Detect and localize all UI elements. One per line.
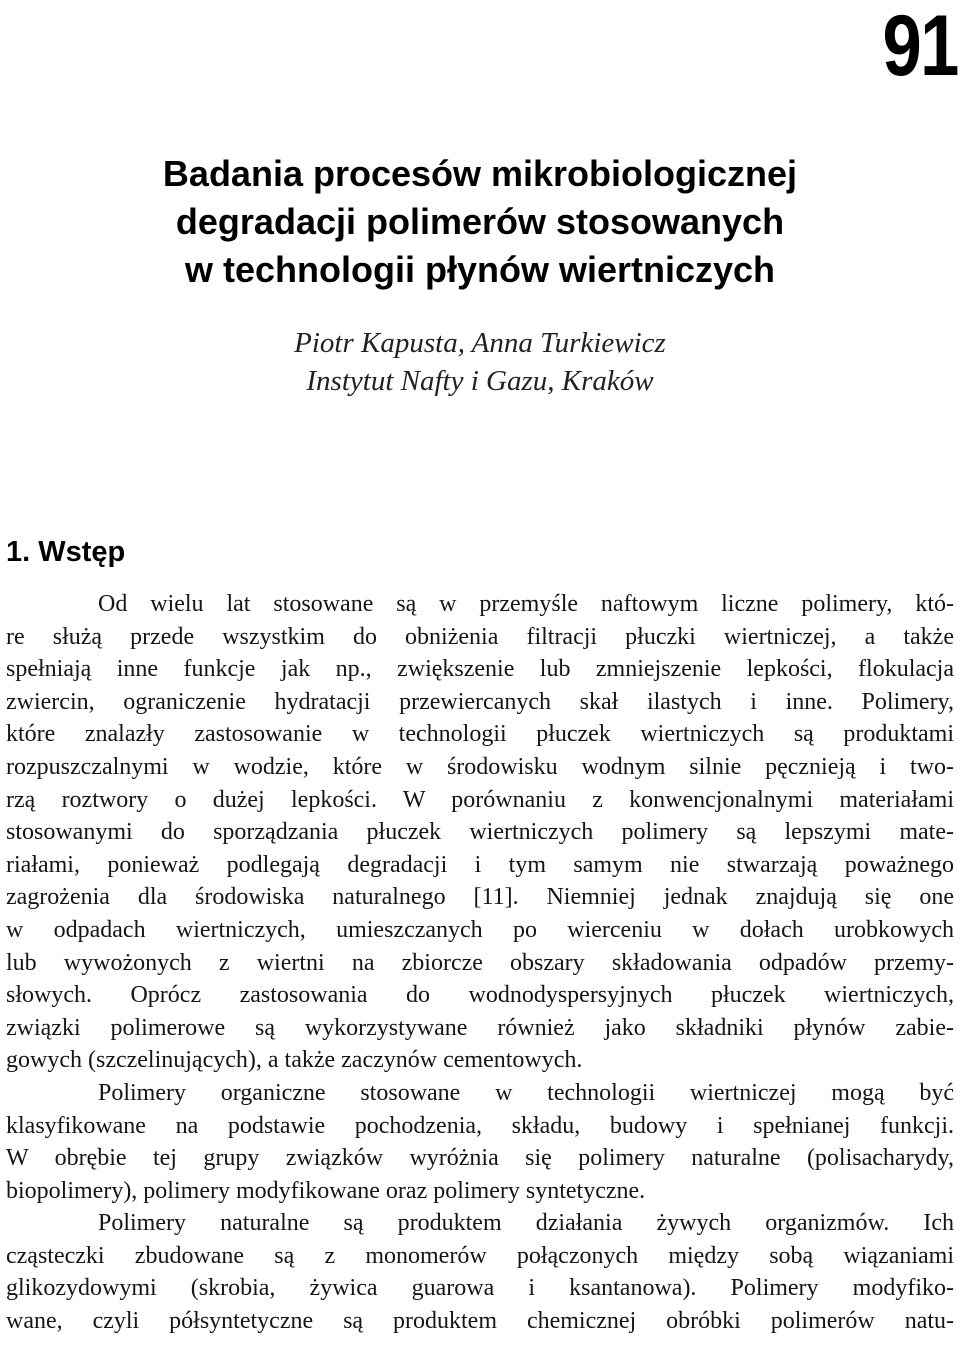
article-title (0, 150, 960, 294)
text-line: które znalazły zastosowanie w technologii płuczek wiertniczych są produktami (6, 721, 954, 748)
text-line: związki polimerowe są wykorzystywane również jako składniki płynów zabie- (6, 1014, 954, 1041)
text-line: W obrębie tej grupy związków wyróżnia się polimery naturalne (polisacharydy, (6, 1145, 954, 1172)
body-text (6, 588, 954, 1338)
authors: Piotr Kapusta, Anna Turkiewicz (294, 327, 666, 359)
text-line: Polimery naturalne są produktem działania żywych organizmów. Ich (98, 1210, 954, 1237)
text-line: Polimery organiczne stosowane w technologii wiertniczej mogą być (98, 1079, 954, 1106)
text-line: biopolimery), polimery modyfikowane oraz polimery syntetyczne. (6, 1177, 646, 1204)
author-block (0, 324, 960, 400)
text-line: riałami, ponieważ podlegają degradacji i tym samym nie stwarzają poważnego (6, 851, 954, 878)
text-line: lub wywożonych z wiertni na zbiorcze obszary składowania odpadów przemy- (6, 949, 954, 976)
title-line-3: w technologii płynów wiertniczych (184, 249, 776, 290)
text-line: rozpuszczalnymi w wodzie, które w środowisku wodnym silnie pęcznieją i two- (6, 753, 954, 780)
text-line: słowych. Oprócz zastosowania do wodnodyspersyjnych płuczek wiertniczych, (6, 982, 954, 1009)
affiliation: Instytut Nafty i Gazu, Kraków (306, 365, 654, 397)
text-line: zwiercin, ograniczenie hydratacji przewiercanych skał ilastych i inne. Polimery, (6, 688, 954, 715)
text-line: rzą roztwory o dużej lepkości. W porównaniu z konwencjonalnymi materiałami (6, 786, 954, 813)
text-line: gowych (szczelinujących), a także zaczynów cementowych. (6, 1047, 583, 1074)
text-line: klasyfikowane na podstawie pochodzenia, składu, budowy i spełnianej funkcji. (6, 1112, 954, 1139)
text-line: wane, czyli półsyntetyczne są produktem chemicznej obróbki polimerów natu- (6, 1308, 954, 1335)
title-line-1: Badania procesów mikrobiologicznej (162, 153, 798, 194)
text-line: glikozydowymi (skrobia, żywica guarowa i ksantanowa). Polimery modyfiko- (6, 1275, 954, 1302)
text-line: zagrożenia dla środowiska naturalnego [11]. Niemniej jednak znajdują się one (6, 884, 954, 911)
text-line: re służą przede wszystkim do obniżenia filtracji płuczki wiertniczej, a także (6, 623, 954, 650)
text-line: w odpadach wiertniczych, umieszczanych po wierceniu w dołach urobkowych (6, 916, 954, 943)
section-heading: 1. Wstęp (6, 536, 126, 568)
title-line-2: degradacji polimerów stosowanych (175, 201, 785, 242)
text-line: spełniają inne funkcje jak np., zwiększenie lub zmniejszenie lepkości, flokulacja (6, 656, 954, 683)
text-line: cząsteczki zbudowane są z monomerów połączonych między sobą wiązaniami (6, 1242, 954, 1269)
page-number: 91 (882, 0, 958, 94)
text-line: stosowanymi do sporządzania płuczek wiertniczych polimery są lepszymi mate- (6, 819, 954, 846)
text-line: Od wielu lat stosowane są w przemyśle naftowym liczne polimery, któ- (98, 591, 954, 617)
